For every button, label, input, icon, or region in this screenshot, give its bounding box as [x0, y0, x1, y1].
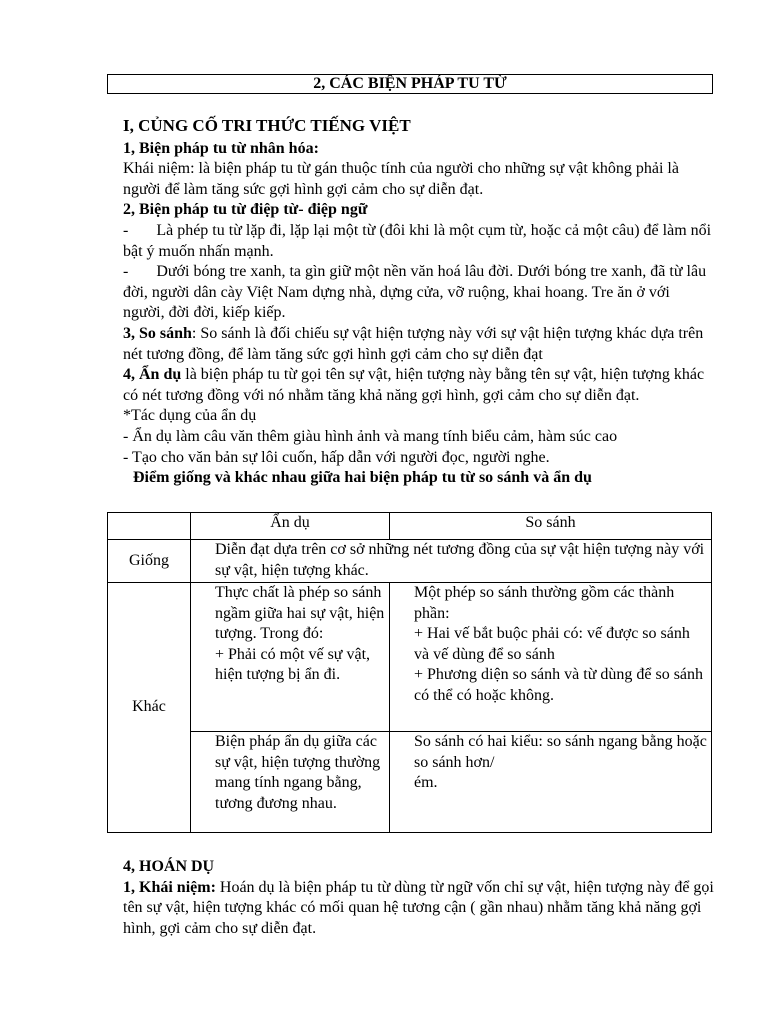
- diff-metaphor-cell-1: [191, 583, 390, 732]
- dash: -: [123, 263, 129, 281]
- diff-compare-text: + Phương diện so sánh và từ dùng để so sánh có thể có hoặc không.: [414, 666, 704, 704]
- section-heading: I, CỦNG CỐ TRI THỨC TIẾNG VIỆT: [123, 116, 411, 135]
- main-content: [123, 116, 715, 489]
- comparison-text: : So sánh là đối chiếu sự vật hiện tượng này với sự vật hiện tượng khác dựa trên nét tương đồng, để làm tăng sức gợi hình gợi cảm cho sự diễn đạt: [123, 324, 704, 363]
- diff-compare-cell-2: [390, 732, 712, 833]
- diff-compare-text: ém.: [414, 774, 438, 792]
- metaphor-text: là biện pháp tu từ gọi tên sự vật, hiện tượng này bằng tên sự vật, hiện tượng khác có nét tương đồng với nó nhằm tăng khả năng gợi hình, gợi cảm cho sự diễn đạt.: [123, 366, 705, 404]
- hoan-du-def-heading: 1, Khái niệm:: [123, 878, 216, 896]
- metaphor-effect-2: - Tạo cho văn bản sự lôi cuốn, hấp dẫn với người đọc, người nghe.: [123, 448, 550, 466]
- repetition-heading: 2, Biện pháp tu từ điệp từ- điệp ngữ: [123, 201, 368, 219]
- metaphor-paragraph: [123, 365, 715, 406]
- diff-compare-text: + Hai vế bắt buộc phải có: vế được so sánh và vế dùng để so sánh: [414, 625, 690, 663]
- repetition-item-2: [123, 262, 715, 324]
- table-header-metaphor: Ẩn dụ: [191, 513, 390, 540]
- table-header-comparison: So sánh: [390, 513, 712, 540]
- personification-heading: 1, Biện pháp tu từ nhân hóa:: [123, 139, 319, 157]
- diff-compare-text: Một phép so sánh thường gồm các thành phần:: [414, 584, 675, 622]
- comparison-table: [107, 512, 712, 833]
- dash: -: [123, 221, 129, 239]
- comparison-heading: 3, So sánh: [123, 324, 192, 342]
- comparison-table-title: Điểm giống và khác nhau giữa hai biện pháp tu từ so sánh và ẩn dụ: [133, 469, 592, 487]
- personification-text: Khái niệm: là biện pháp tu từ gán thuộc tính của người cho những sự vật không phải là người để làm tăng sức gợi hình gợi cảm cho sự diễn đạt.: [123, 160, 679, 198]
- section-hoan-du: [123, 857, 715, 939]
- diff-metaphor-text: Thực chất là phép so sánh ngầm giữa hai sự vật, hiện tượng. Trong đó:: [215, 584, 385, 643]
- row-label-same: Giống: [108, 540, 191, 583]
- table-header-row: [108, 513, 712, 540]
- diff-metaphor-cell-2: Biện pháp ẩn dụ giữa các sự vật, hiện tượng thường mang tính ngang bằng, tương đương nhau.: [191, 732, 390, 833]
- row-label-diff: Khác: [108, 583, 191, 833]
- repetition-item-text: Là phép tu từ lặp đi, lặp lại một từ (đôi khi là một cụm từ, hoặc cả một câu) để làm nổi bật ý muốn nhấn mạnh.: [123, 221, 712, 260]
- hoan-du-def-text: Hoán dụ là biện pháp tu từ dùng từ ngữ vốn chỉ sự vật, hiện tượng này để gọi tên sự vật, hiện tượng khác có mối quan hệ tương cận ( gần nhau) nhằm tăng khả năng gợi hình, gợi cảm cho sự diễn đạt.: [123, 878, 714, 937]
- repetition-item-text: Dưới bóng tre xanh, ta gìn giữ một nền văn hoá lâu đời. Dưới bóng tre xanh, đã từ lâu đời, người dân cày Việt Nam dựng nhà, dựng cửa, vỡ ruộng, khai hoang. Tre ăn ở với người, đời đời, kiếp kiếp.: [123, 263, 707, 322]
- hoan-du-definition: [123, 878, 715, 940]
- diff-compare-text: So sánh có hai kiểu: so sánh ngang bằng hoặc so sánh hơn/: [414, 733, 707, 771]
- diff-compare-cell-1: [390, 583, 712, 732]
- document-title: 2, CÁC BIỆN PHÁP TU TỪ: [107, 74, 713, 94]
- hoan-du-heading: 4, HOÁN DỤ: [123, 858, 215, 875]
- table-row-diff-1: [108, 583, 712, 732]
- diff-metaphor-text: + Phải có một vế sự vật, hiện tượng bị ẩn đi.: [215, 645, 371, 684]
- table-row-same: [108, 540, 712, 583]
- repetition-item-1: [123, 221, 715, 262]
- metaphor-heading: 4, Ẩn dụ: [123, 366, 182, 384]
- table-row-diff-2: [108, 732, 712, 833]
- metaphor-effect-1: - Ẩn dụ làm câu văn thêm giàu hình ảnh và mang tính biểu cảm, hàm súc cao: [123, 427, 618, 445]
- comparison-paragraph: [123, 324, 715, 365]
- metaphor-effect-heading: *Tác dụng của ẩn dụ: [123, 407, 257, 425]
- same-text-cell: Diễn đạt dựa trên cơ sở những nét tương đồng của sự vật hiện tượng này với sự vật, hiện tượng khác.: [191, 540, 712, 583]
- table-header-empty: [108, 513, 191, 540]
